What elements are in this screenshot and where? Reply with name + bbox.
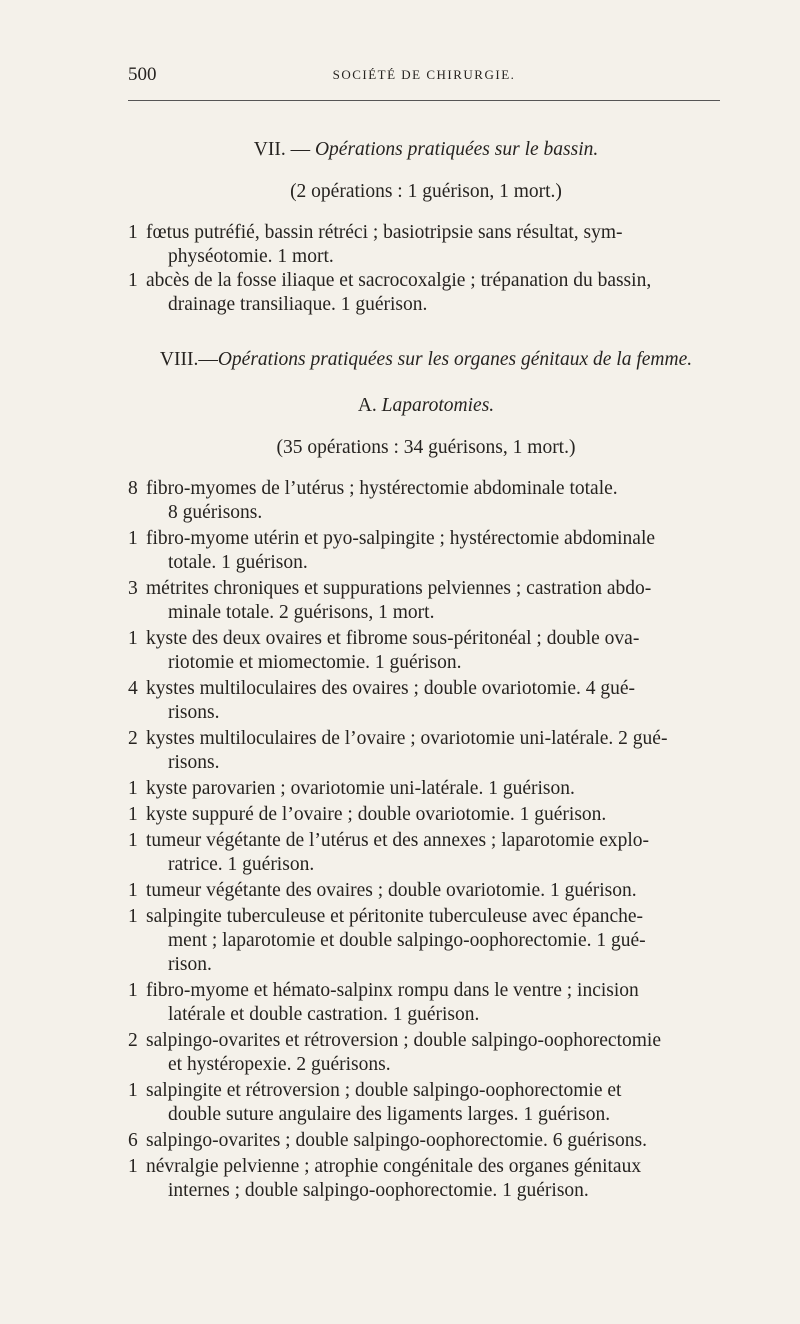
entry-line: fibro-myome et hémato-salpinx rompu dans le ventre ; incision xyxy=(146,980,639,1001)
entry-count: 1 xyxy=(128,1080,138,1101)
entry-text xyxy=(146,879,724,903)
entry-text xyxy=(146,1079,724,1127)
entry-line: kystes multiloculaires de l’ovaire ; ovariotomie uni-latérale. 2 gué- xyxy=(146,728,668,749)
entry-count: 1 xyxy=(128,778,138,799)
entry-line: ratrice. 1 guérison. xyxy=(168,854,315,875)
entry-line: kystes multiloculaires des ovaires ; double ovariotomie. 4 gué- xyxy=(146,678,636,699)
entry-line: risons. xyxy=(168,702,220,723)
list-item xyxy=(128,829,724,877)
section-summary: (2 opérations : 1 guérison, 1 mort.) xyxy=(290,181,562,202)
entry-count: 8 xyxy=(128,478,138,499)
entry-line: fibro-myomes de l’utérus ; hystérectomie abdominale totale. xyxy=(146,478,618,499)
entry-line: névralgie pelvienne ; atrophie congénitale des organes génitaux xyxy=(146,1156,642,1177)
entry-line: minale totale. 2 guérisons, 1 mort. xyxy=(168,602,435,623)
entry-text xyxy=(146,829,724,877)
entry-line: fœtus putréfié, bassin rétréci ; basiotripsie sans résultat, sym- xyxy=(146,222,623,243)
entry-line: abcès de la fosse iliaque et sacrocoxalgie ; trépanation du bassin, xyxy=(146,270,652,291)
list-item xyxy=(128,1129,724,1153)
entry-line: fibro-myome utérin et pyo-salpingite ; hystérectomie abdominale xyxy=(146,528,656,549)
entry-line: double suture angulaire des ligaments larges. 1 guérison. xyxy=(168,1104,611,1125)
list-item xyxy=(128,1079,724,1127)
entry-text xyxy=(146,1155,724,1203)
entry-count: 1 xyxy=(128,804,138,825)
entry-line: physéotomie. 1 mort. xyxy=(168,246,334,267)
section-title: Opérations pratiquées sur les organes génitaux de la femme. xyxy=(217,349,693,370)
page-body xyxy=(128,130,724,1205)
entry-count: 1 xyxy=(128,628,138,649)
entry-text xyxy=(146,727,724,775)
section-summary: (35 opérations : 34 guérisons, 1 mort.) xyxy=(276,437,576,458)
entry-text xyxy=(146,1129,724,1153)
entry-line: salpingo-ovarites et rétroversion ; double salpingo-oophorectomie xyxy=(146,1030,661,1051)
list-item xyxy=(128,577,724,625)
entry-line: et hystéropexie. 2 guérisons. xyxy=(168,1054,391,1075)
entry-count: 1 xyxy=(128,830,138,851)
section-number: VII. — xyxy=(253,139,311,160)
entry-line: kyste suppuré de l’ovaire ; double ovariotomie. 1 guérison. xyxy=(146,804,607,825)
section-number: VIII.— xyxy=(159,349,218,370)
entry-text xyxy=(146,803,724,827)
entry-line: riotomie et miomectomie. 1 guérison. xyxy=(168,652,462,673)
entry-line: kyste des deux ovaires et fibrome sous-péritonéal ; double ova- xyxy=(146,628,640,649)
entry-text xyxy=(146,477,724,525)
entry-line: ment ; laparotomie et double salpingo-oophorectomie. 1 gué- xyxy=(168,930,646,951)
subsection-letter: A. xyxy=(357,395,377,416)
list-item xyxy=(128,1155,724,1203)
running-title: SOCIÉTÉ DE CHIRURGIE. xyxy=(332,67,516,82)
entry-line: salpingo-ovarites ; double salpingo-oophorectomie. 6 guérisons. xyxy=(146,1130,647,1151)
entry-line: métrites chroniques et suppurations pelviennes ; castration abdo- xyxy=(146,578,652,599)
section-heading xyxy=(128,135,724,165)
entry-count: 1 xyxy=(128,906,138,927)
entry-line: 8 guérisons. xyxy=(168,502,263,523)
entry-line: totale. 1 guérison. xyxy=(168,552,308,573)
section-7 xyxy=(128,135,724,317)
list-item xyxy=(128,727,724,775)
entry-count: 4 xyxy=(128,678,138,699)
entry-line: rison. xyxy=(168,954,212,975)
list-item xyxy=(128,527,724,575)
list-item xyxy=(128,477,724,525)
section-title: Opérations pratiquées sur le bassin. xyxy=(314,139,599,160)
entry-count: 6 xyxy=(128,1130,138,1151)
section-8 xyxy=(128,345,724,1203)
list-item xyxy=(128,803,724,827)
entry-text xyxy=(146,627,724,675)
entry-text xyxy=(146,1029,724,1077)
entry-count: 1 xyxy=(128,270,138,291)
entry-text xyxy=(146,221,724,269)
entry-list xyxy=(128,477,724,1203)
entry-line: tumeur végétante des ovaires ; double ovariotomie. 1 guérison. xyxy=(146,880,637,901)
entry-text xyxy=(146,905,724,977)
page-number: 500 xyxy=(128,64,157,85)
entry-count: 1 xyxy=(128,222,138,243)
entry-count: 1 xyxy=(128,980,138,1001)
entry-text xyxy=(146,677,724,725)
entry-line: kyste parovarien ; ovariotomie uni-latérale. 1 guérison. xyxy=(146,778,575,799)
list-item xyxy=(128,905,724,977)
list-item xyxy=(128,879,724,903)
entry-count: 2 xyxy=(128,1030,138,1051)
entry-count: 1 xyxy=(128,880,138,901)
list-item xyxy=(128,1029,724,1077)
entry-line: drainage transiliaque. 1 guérison. xyxy=(168,294,428,315)
entry-text xyxy=(146,577,724,625)
section-heading xyxy=(128,345,724,375)
page-header xyxy=(128,64,720,94)
entry-count: 1 xyxy=(128,1156,138,1177)
entry-line: risons. xyxy=(168,752,220,773)
entry-line: tumeur végétante de l’utérus et des annexes ; laparotomie explo- xyxy=(146,830,650,851)
entry-line: internes ; double salpingo-oophorectomie. 1 guérison. xyxy=(168,1180,589,1201)
entry-line: salpingite et rétroversion ; double salpingo-oophorectomie et xyxy=(146,1080,622,1101)
entry-count: 2 xyxy=(128,728,138,749)
list-item xyxy=(128,677,724,725)
subsection-heading xyxy=(128,391,724,421)
list-item xyxy=(128,777,724,801)
subsection-title: Laparotomies. xyxy=(381,395,495,416)
entry-text xyxy=(146,979,724,1027)
entry-text xyxy=(146,527,724,575)
entry-list xyxy=(128,221,724,317)
entry-count: 3 xyxy=(128,578,138,599)
header-rule xyxy=(128,100,720,101)
list-item xyxy=(128,269,724,317)
entry-line: salpingite tuberculeuse et péritonite tuberculeuse avec épanche- xyxy=(146,906,644,927)
entry-line: latérale et double castration. 1 guérison. xyxy=(168,1004,480,1025)
list-item xyxy=(128,979,724,1027)
entry-count: 1 xyxy=(128,528,138,549)
entry-text xyxy=(146,269,724,317)
list-item xyxy=(128,627,724,675)
entry-text xyxy=(146,777,724,801)
list-item xyxy=(128,221,724,269)
